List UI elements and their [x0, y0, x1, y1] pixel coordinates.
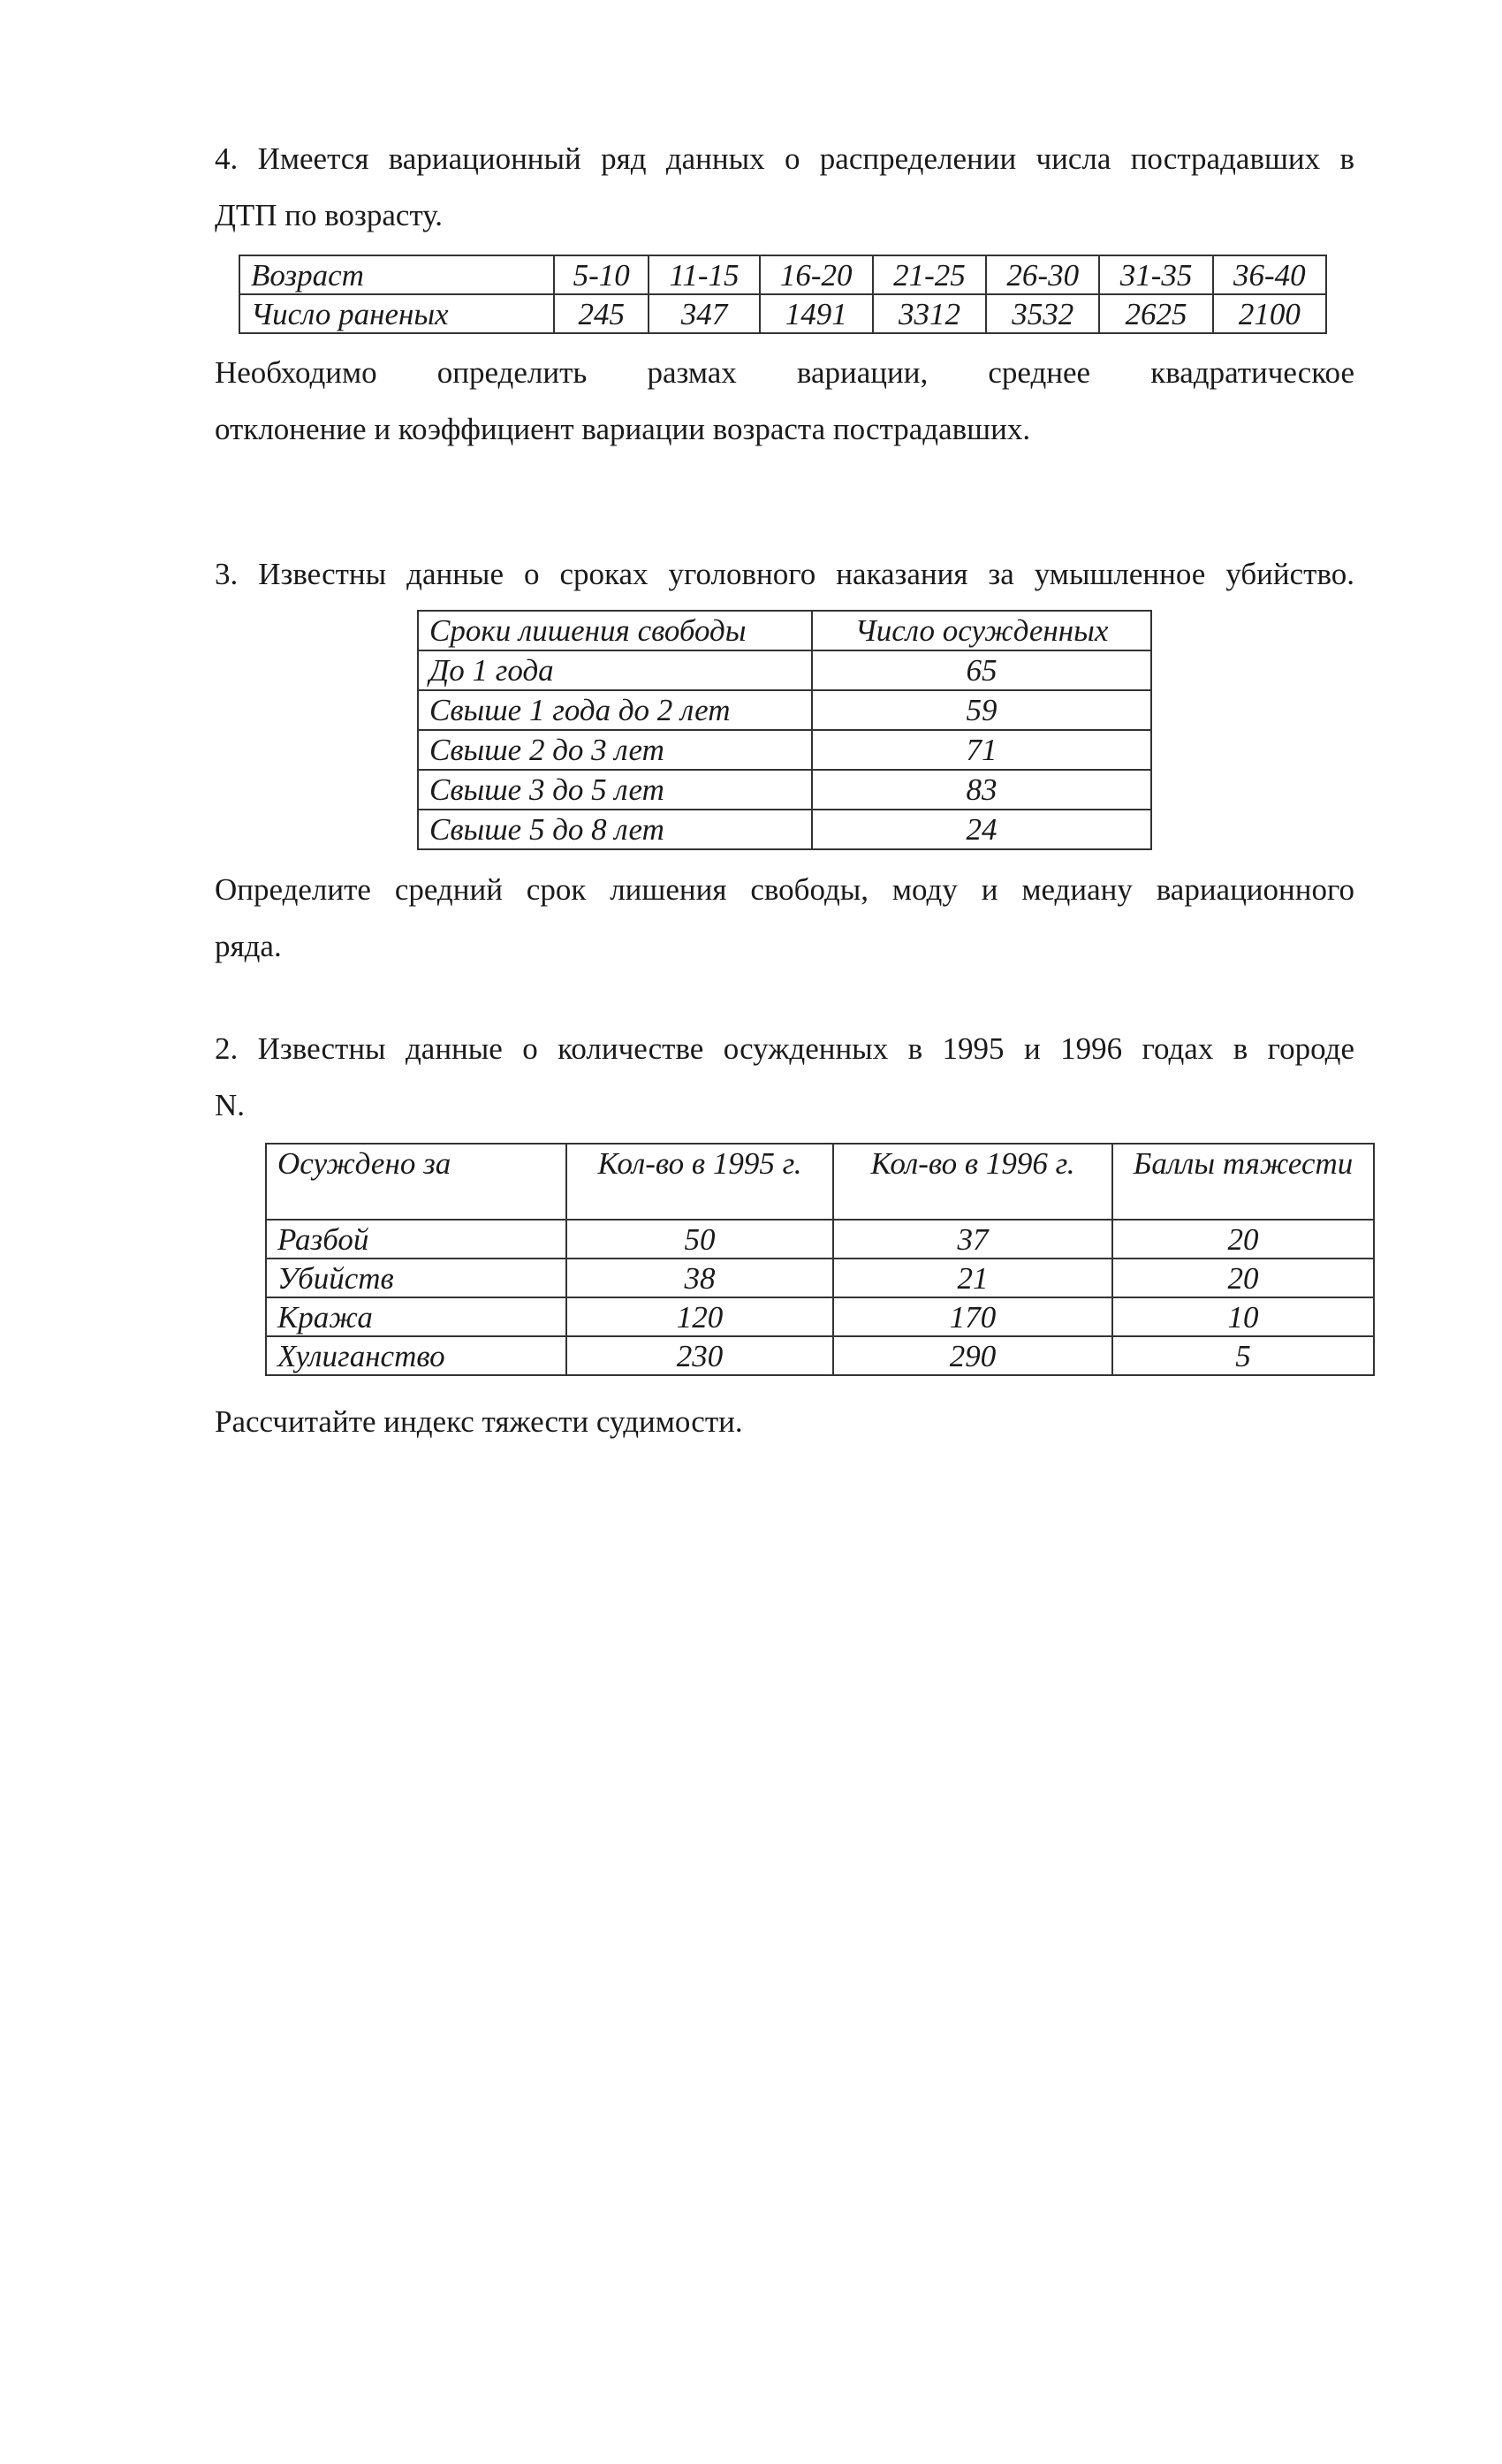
- row-label-age: Возраст: [239, 255, 554, 294]
- table-cell: Разбой: [266, 1220, 566, 1259]
- table-cell: Кража: [266, 1297, 566, 1336]
- header-convicted-for: Осуждено за: [266, 1144, 566, 1220]
- problem2-task: Рассчитайте индекс тяжести судимости.: [215, 1404, 743, 1439]
- table-cell: 20: [1112, 1220, 1374, 1259]
- problem2-text-line2: N.: [215, 1088, 246, 1122]
- table-cell: 71: [812, 730, 1151, 770]
- table-cell: 290: [833, 1336, 1112, 1375]
- table-cell: 347: [649, 294, 759, 333]
- table-row: [239, 294, 1326, 333]
- table-row: [418, 611, 1151, 650]
- table-cell: 50: [566, 1220, 833, 1259]
- table-cell: 26-30: [986, 255, 1099, 294]
- table-cell: 120: [566, 1297, 833, 1336]
- table-cell: Свыше 2 до 3 лет: [418, 730, 812, 770]
- convictions-table: [265, 1143, 1375, 1376]
- table-cell: 170: [833, 1297, 1112, 1336]
- header-convicted-count: Число осужденных: [812, 611, 1151, 650]
- problem4-task-line2: отклонение и коэффициент вариации возраста пострадавших.: [215, 412, 1031, 446]
- table-cell: 1491: [760, 294, 873, 333]
- table-cell: 36-40: [1213, 255, 1326, 294]
- table-row: [266, 1336, 1374, 1375]
- table-cell: 3532: [986, 294, 1099, 333]
- table-cell: 31-35: [1099, 255, 1212, 294]
- table-cell: 11-15: [649, 255, 759, 294]
- table-cell: 59: [812, 690, 1151, 730]
- table-cell: 21-25: [873, 255, 986, 294]
- row-label-injured: Число раненых: [239, 294, 554, 333]
- table-row: [418, 650, 1151, 690]
- age-distribution-table: [239, 255, 1327, 334]
- problem3-task-line1: Определите средний срок лишения свободы, моду и медиану вариационного: [215, 872, 1354, 907]
- table-cell: 3312: [873, 294, 986, 333]
- table-row: [418, 730, 1151, 770]
- table-cell: 38: [566, 1259, 833, 1297]
- table-row: [266, 1259, 1374, 1297]
- table-cell: 24: [812, 810, 1151, 849]
- table-cell: 20: [1112, 1259, 1374, 1297]
- table-cell: 37: [833, 1220, 1112, 1259]
- table-cell: 2625: [1099, 294, 1212, 333]
- problem2-text-line1: 2. Известны данные о количестве осужденных в 1995 и 1996 годах в городе: [215, 1031, 1354, 1066]
- header-count-1995: Кол-во в 1995 г.: [566, 1144, 833, 1220]
- table-row: [239, 255, 1326, 294]
- table-cell: 230: [566, 1336, 833, 1375]
- table-cell: Свыше 1 года до 2 лет: [418, 690, 812, 730]
- table-row: [418, 770, 1151, 810]
- table-cell: Свыше 3 до 5 лет: [418, 770, 812, 810]
- problem3-text: 3. Известны данные о сроках уголовного наказания за умышленное убийство.: [215, 557, 1354, 591]
- table-cell: 245: [554, 294, 649, 333]
- table-cell: 2100: [1213, 294, 1326, 333]
- table-row: [266, 1220, 1374, 1259]
- table-cell: До 1 года: [418, 650, 812, 690]
- table-cell: Убийств: [266, 1259, 566, 1297]
- table-cell: Свыше 5 до 8 лет: [418, 810, 812, 849]
- header-severity-score: Баллы тяжести: [1112, 1144, 1374, 1220]
- header-count-1996: Кол-во в 1996 г.: [833, 1144, 1112, 1220]
- problem3-task-line2: ряда.: [215, 929, 282, 963]
- table-row: [418, 690, 1151, 730]
- header-terms: Сроки лишения свободы: [418, 611, 812, 650]
- table-cell: 83: [812, 770, 1151, 810]
- problem4-text-line2: ДТП по возрасту.: [215, 198, 444, 232]
- problem4-text-line1: 4. Имеется вариационный ряд данных о распределении числа пострадавших в: [215, 141, 1354, 176]
- table-row: [266, 1297, 1374, 1336]
- table-cell: 21: [833, 1259, 1112, 1297]
- table-row: [266, 1144, 1374, 1220]
- table-cell: 5: [1112, 1336, 1374, 1375]
- problem4-task-line1: Необходимо определить размах вариации, среднее квадратическое: [215, 355, 1354, 390]
- table-cell: 10: [1112, 1297, 1374, 1336]
- table-cell: Хулиганство: [266, 1336, 566, 1375]
- table-cell: 16-20: [760, 255, 873, 294]
- table-cell: 65: [812, 650, 1151, 690]
- table-row: [418, 810, 1151, 849]
- table-cell: 5-10: [554, 255, 649, 294]
- sentence-terms-table: [417, 610, 1152, 850]
